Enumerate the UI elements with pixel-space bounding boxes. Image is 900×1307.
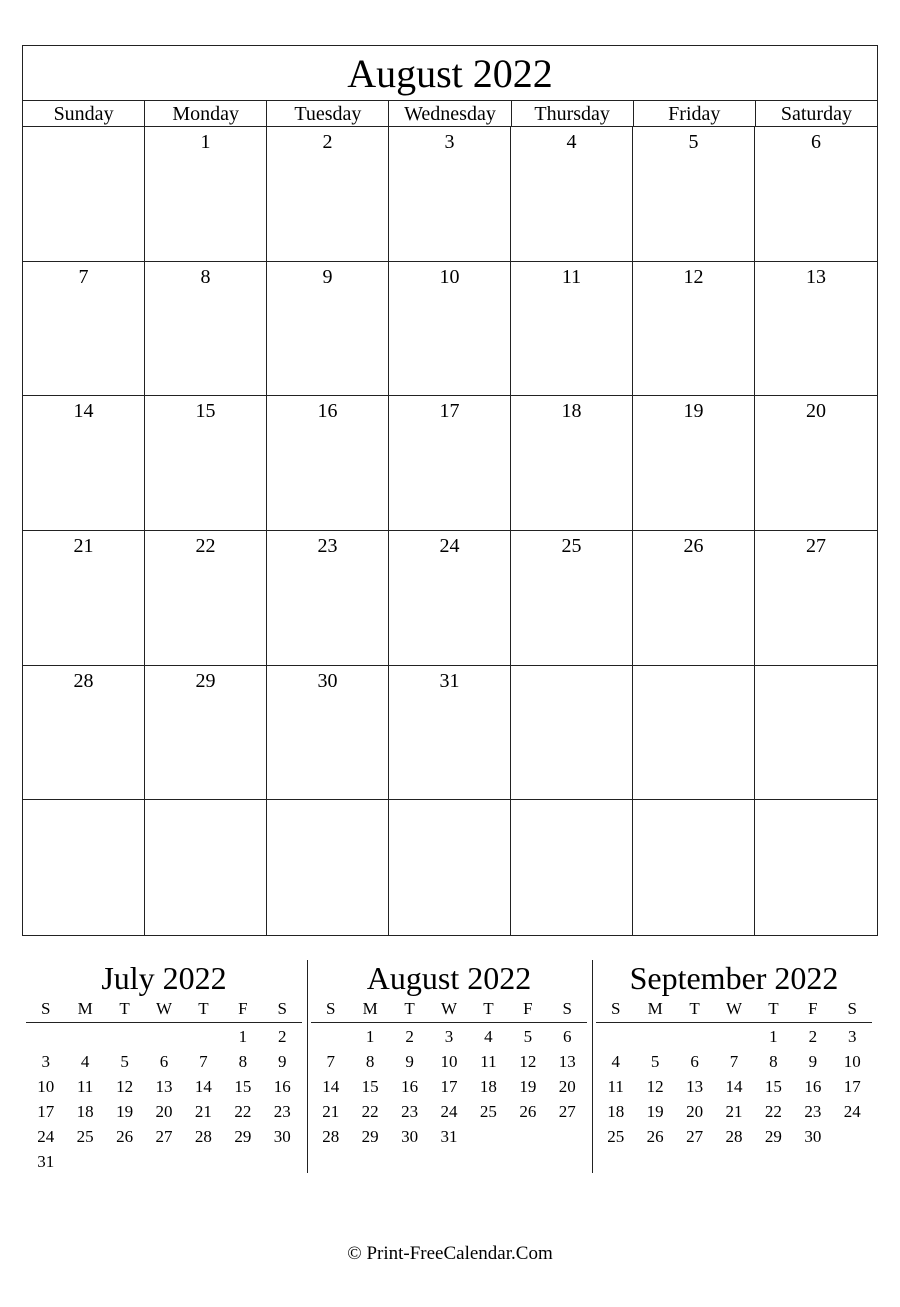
day-cell[interactable]	[511, 666, 633, 801]
day-cell[interactable]	[23, 127, 145, 262]
mini-day: 25	[76, 1127, 94, 1146]
mini-day: 6	[690, 1052, 699, 1071]
mini-day: 14	[322, 1077, 340, 1096]
day-cell[interactable]	[267, 800, 389, 935]
mini-day: 1	[238, 1027, 248, 1046]
mini-calendar-title: July 2022	[101, 960, 227, 996]
day-cell[interactable]: 12	[633, 262, 755, 397]
mini-day: 16	[273, 1077, 291, 1096]
mini-day	[26, 1024, 65, 1049]
mini-weekday-label: T	[768, 999, 779, 1018]
mini-day: 2	[278, 1027, 287, 1046]
mini-day: 6	[563, 1027, 572, 1046]
day-cell[interactable]: 22	[145, 531, 267, 666]
mini-day	[508, 1124, 547, 1149]
mini-day: 28	[194, 1127, 212, 1146]
day-cell[interactable]	[145, 800, 267, 935]
mini-day: 11	[607, 1077, 624, 1096]
mini-day: 24	[37, 1127, 55, 1146]
day-cell[interactable]: 28	[23, 666, 145, 801]
day-cell[interactable]: 3	[389, 127, 511, 262]
mini-day: 22	[764, 1102, 782, 1121]
mini-day: 15	[361, 1077, 379, 1096]
mini-day-grid	[311, 1023, 587, 1149]
day-cell[interactable]	[23, 800, 145, 935]
mini-day: 5	[523, 1027, 533, 1046]
day-cell[interactable]: 2	[267, 127, 389, 262]
mini-day: 8	[769, 1052, 778, 1071]
day-cell[interactable]: 11	[511, 262, 633, 397]
weekday-header: Thursday	[512, 101, 634, 126]
day-cell[interactable]	[511, 800, 633, 935]
mini-weekday-label: M	[647, 999, 663, 1018]
mini-day: 30	[401, 1127, 419, 1146]
divider	[592, 960, 593, 1173]
mini-weekday-label: F	[523, 999, 533, 1018]
mini-weekday-label: F	[808, 999, 818, 1018]
mini-day	[105, 1024, 144, 1049]
day-cell[interactable]: 26	[633, 531, 755, 666]
mini-calendar-july	[26, 958, 302, 1174]
mini-day: 13	[155, 1077, 173, 1096]
mini-day: 4	[484, 1027, 493, 1046]
day-cell[interactable]	[389, 800, 511, 935]
day-cell[interactable]: 1	[145, 127, 267, 262]
mini-weekday-label: S	[847, 999, 857, 1018]
mini-day: 31	[440, 1127, 458, 1146]
day-cell[interactable]: 18	[511, 396, 633, 531]
day-cell[interactable]: 27	[755, 531, 877, 666]
mini-day: 12	[116, 1077, 134, 1096]
day-cell[interactable]: 8	[145, 262, 267, 397]
main-calendar	[22, 45, 878, 936]
mini-day: 26	[646, 1127, 664, 1146]
mini-weekday-label: F	[238, 999, 248, 1018]
mini-day: 5	[120, 1052, 129, 1071]
mini-day: 21	[322, 1102, 340, 1121]
mini-day: 23	[804, 1102, 822, 1121]
day-cell[interactable]: 31	[389, 666, 511, 801]
weekday-header: Wednesday	[389, 101, 511, 126]
mini-weekday-label: W	[440, 999, 457, 1018]
mini-day: 20	[558, 1077, 576, 1096]
day-cell[interactable]: 17	[389, 396, 511, 531]
mini-day: 7	[199, 1052, 208, 1071]
day-cell[interactable]: 20	[755, 396, 877, 531]
mini-weekday-label: S	[277, 999, 287, 1018]
mini-day: 3	[444, 1027, 454, 1046]
mini-day: 8	[238, 1052, 248, 1071]
mini-day: 2	[405, 1027, 414, 1046]
mini-day	[184, 1024, 223, 1049]
mini-day	[714, 1024, 753, 1049]
mini-day: 18	[76, 1102, 94, 1121]
divider	[307, 960, 308, 1173]
mini-day: 18	[479, 1077, 497, 1096]
mini-weekday-label: S	[610, 999, 621, 1018]
day-cell[interactable]	[633, 800, 755, 935]
mini-day: 28	[322, 1127, 340, 1146]
mini-day: 18	[607, 1102, 625, 1121]
mini-day	[184, 1149, 223, 1174]
mini-day: 12	[646, 1077, 664, 1096]
mini-day: 29	[234, 1127, 252, 1146]
weekday-header: Sunday	[23, 101, 145, 126]
mini-weekday-label: T	[483, 999, 494, 1018]
mini-weekday-label: T	[404, 999, 415, 1018]
weekday-header-row	[23, 101, 877, 127]
mini-weekday-label: M	[77, 999, 93, 1018]
mini-day: 13	[558, 1052, 576, 1071]
mini-weekday-label: T	[119, 999, 130, 1018]
mini-day: 7	[326, 1052, 335, 1071]
mini-day: 4	[611, 1052, 620, 1071]
mini-day-grid	[596, 1023, 872, 1149]
mini-day: 3	[41, 1052, 50, 1071]
day-cell[interactable]: 5	[633, 127, 755, 262]
mini-day: 16	[401, 1077, 419, 1096]
main-calendar-grid	[23, 127, 877, 935]
day-cell[interactable]: 21	[23, 531, 145, 666]
mini-weekday-label: W	[725, 999, 742, 1018]
weekday-header: Tuesday	[267, 101, 389, 126]
day-cell[interactable]: 25	[511, 531, 633, 666]
day-cell[interactable]: 19	[633, 396, 755, 531]
mini-day: 26	[519, 1102, 537, 1121]
mini-weekday-label: S	[562, 999, 572, 1018]
mini-day: 5	[650, 1052, 660, 1071]
mini-weekday-row	[26, 998, 302, 1023]
mini-day	[596, 1024, 635, 1049]
mini-day: 22	[361, 1102, 379, 1121]
mini-day	[635, 1024, 674, 1049]
mini-day	[65, 1024, 104, 1049]
mini-day: 10	[440, 1052, 458, 1071]
mini-day: 27	[558, 1102, 576, 1121]
mini-day: 1	[769, 1027, 778, 1046]
mini-calendar-september	[596, 958, 872, 1149]
mini-day: 17	[440, 1077, 458, 1096]
day-cell[interactable]: 24	[389, 531, 511, 666]
mini-weekday-label: T	[198, 999, 209, 1018]
mini-day: 24	[843, 1102, 861, 1121]
mini-day: 26	[116, 1127, 134, 1146]
mini-day: 28	[725, 1127, 743, 1146]
mini-day: 25	[479, 1102, 497, 1121]
mini-day	[223, 1149, 262, 1174]
mini-day: 16	[804, 1077, 822, 1096]
mini-day: 10	[843, 1052, 861, 1071]
mini-day: 19	[116, 1102, 134, 1121]
mini-day-grid	[26, 1023, 302, 1174]
main-calendar-title: August 2022	[23, 46, 877, 101]
day-cell[interactable]	[633, 666, 755, 801]
mini-day	[311, 1024, 350, 1049]
mini-day: 14	[194, 1077, 212, 1096]
weekday-header: Saturday	[780, 103, 852, 125]
mini-day: 7	[729, 1052, 739, 1071]
mini-day: 8	[365, 1052, 375, 1071]
mini-weekday-label: S	[40, 999, 51, 1018]
mini-day: 1	[365, 1027, 375, 1046]
weekday-header: Friday	[634, 101, 756, 126]
mini-day: 20	[155, 1102, 173, 1121]
day-cell[interactable]: 6	[755, 127, 877, 262]
mini-day: 17	[37, 1102, 55, 1121]
mini-day: 11	[76, 1077, 94, 1096]
mini-weekday-label: M	[362, 999, 378, 1018]
mini-day: 9	[808, 1052, 818, 1071]
mini-day: 27	[686, 1127, 704, 1146]
mini-day: 3	[848, 1027, 857, 1046]
mini-day: 29	[764, 1127, 782, 1146]
mini-day: 25	[607, 1127, 625, 1146]
day-cell[interactable]: 29	[145, 666, 267, 801]
mini-day	[65, 1149, 104, 1174]
mini-day: 14	[725, 1077, 743, 1096]
mini-day: 27	[155, 1127, 173, 1146]
mini-day	[548, 1124, 587, 1149]
mini-day	[469, 1124, 508, 1149]
weekday-header: Monday	[145, 101, 267, 126]
mini-day: 20	[686, 1102, 704, 1121]
day-cell[interactable]: 9	[267, 262, 389, 397]
mini-weekday-row	[311, 998, 587, 1023]
mini-day: 4	[80, 1052, 90, 1071]
mini-day	[675, 1024, 714, 1049]
copyright-footer[interactable]: © Print-FreeCalendar.Com	[347, 1243, 553, 1264]
mini-calendar-title: September 2022	[629, 960, 839, 996]
mini-day: 11	[480, 1052, 497, 1071]
mini-day	[144, 1149, 183, 1174]
mini-day: 19	[519, 1077, 537, 1096]
mini-day: 10	[37, 1077, 55, 1096]
mini-weekday-label: S	[325, 999, 336, 1018]
day-cell[interactable]: 7	[23, 262, 145, 397]
mini-day: 30	[273, 1127, 291, 1146]
mini-calendar-title: August 2022	[366, 960, 532, 996]
mini-weekday-row	[596, 998, 872, 1023]
mini-day: 6	[159, 1052, 169, 1071]
mini-day: 24	[440, 1102, 458, 1121]
mini-day: 22	[234, 1102, 252, 1121]
mini-day: 30	[804, 1127, 822, 1146]
mini-day: 2	[808, 1027, 818, 1046]
day-cell[interactable]	[755, 666, 877, 801]
day-cell[interactable]	[755, 800, 877, 935]
mini-day	[144, 1024, 183, 1049]
day-cell[interactable]: 30	[267, 666, 389, 801]
day-cell[interactable]: 15	[145, 396, 267, 531]
day-cell[interactable]: 10	[389, 262, 511, 397]
mini-day	[833, 1124, 872, 1149]
mini-weekday-label: T	[689, 999, 700, 1018]
mini-day: 15	[764, 1077, 782, 1096]
day-cell[interactable]: 14	[23, 396, 145, 531]
mini-day: 17	[843, 1077, 861, 1096]
mini-day: 13	[686, 1077, 704, 1096]
mini-day	[263, 1149, 302, 1174]
mini-day	[105, 1149, 144, 1174]
mini-day: 23	[401, 1102, 419, 1121]
mini-day: 21	[194, 1102, 212, 1121]
day-cell[interactable]: 23	[267, 531, 389, 666]
day-cell[interactable]: 4	[511, 127, 633, 262]
mini-day: 31	[37, 1152, 55, 1171]
day-cell[interactable]: 13	[755, 262, 877, 397]
mini-day: 15	[234, 1077, 252, 1096]
mini-day: 21	[725, 1102, 743, 1121]
mini-day: 23	[273, 1102, 291, 1121]
mini-day: 9	[405, 1052, 414, 1071]
mini-day: 19	[646, 1102, 664, 1121]
mini-day: 9	[278, 1052, 287, 1071]
mini-weekday-label: W	[155, 999, 172, 1018]
mini-calendar-august	[311, 958, 587, 1149]
day-cell[interactable]: 16	[267, 396, 389, 531]
mini-day: 29	[361, 1127, 379, 1146]
mini-day: 12	[519, 1052, 537, 1071]
